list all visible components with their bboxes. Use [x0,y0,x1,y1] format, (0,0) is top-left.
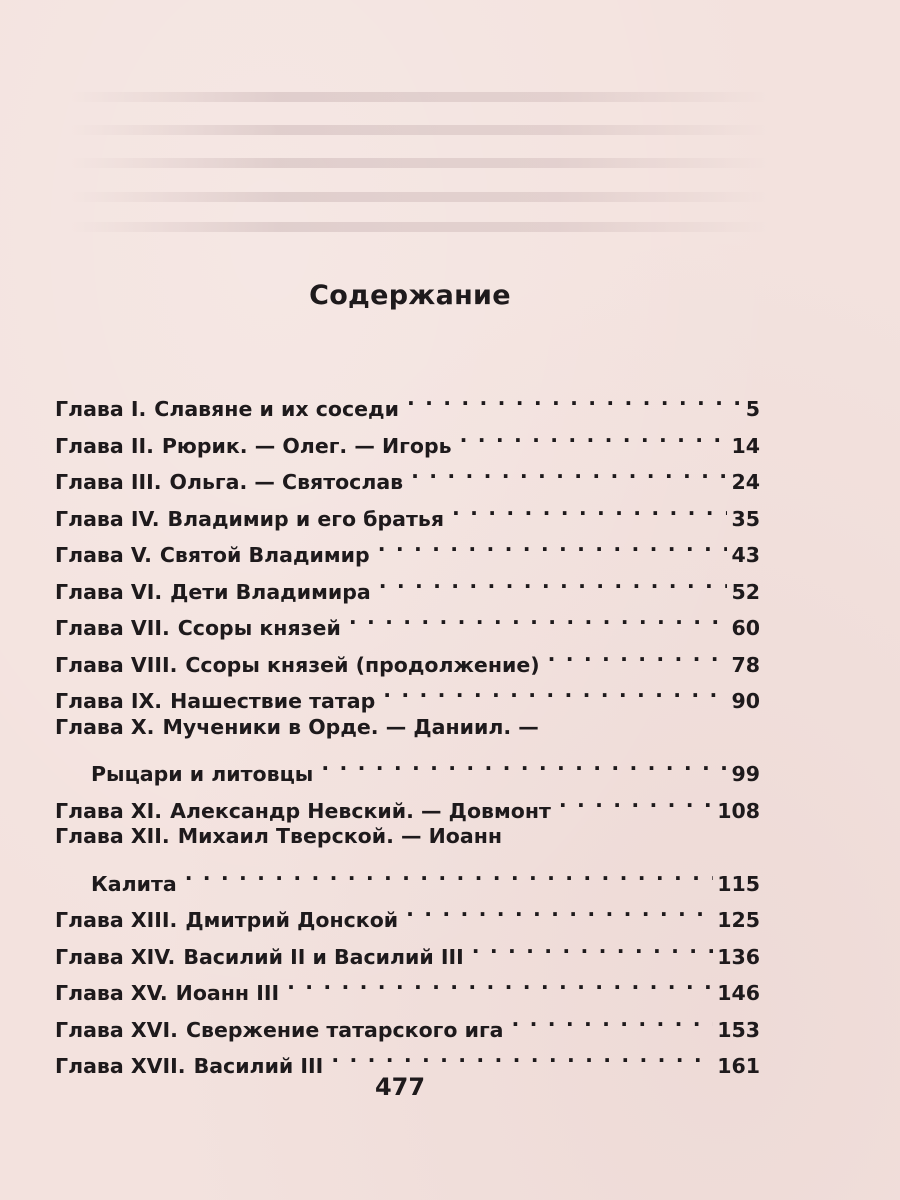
dot-leader [559,782,713,818]
page-ref: 136 [717,944,760,969]
page-ref: 153 [717,1017,760,1042]
chapter-title: Святой Владимир [159,543,370,567]
dot-leader [349,599,728,635]
toc-line-continued [55,745,760,786]
dot-leader [548,636,728,672]
chapter-title: Ольга. — Святослав [169,470,404,494]
chapter-title: Василий III [193,1054,324,1078]
dot-leader [287,964,713,1000]
page-ref: 60 [731,616,760,640]
page-ref: 99 [731,762,760,786]
page-ref: 5 [745,397,760,421]
chapter-title: Василий II и Василий III [183,944,464,969]
chapter-label: Глава I. [55,397,147,421]
dot-leader [407,380,742,416]
page-number: 477 [374,1073,426,1101]
chapter-label: Глава XIV. [55,944,176,969]
chapter-label: Глава VI. [55,579,163,604]
page-ref: 52 [731,579,760,604]
toc-line [55,818,760,855]
dot-leader [379,563,728,599]
chapter-label: Глава XV. [55,981,168,1005]
chapter-title: Ссоры князей (продолжение) [185,652,540,677]
chapter-label: Глава III. [55,470,162,494]
page-ref: 108 [717,798,760,823]
chapter-label: Глава XVI. [55,1017,178,1042]
chapter-title: Александр Невский. — Довмонт [170,798,551,823]
dot-leader [331,1037,713,1073]
show-through-text [70,158,770,168]
chapter-title: Ссоры князей [177,616,341,640]
dot-leader [378,526,728,562]
chapter-label: Глава IX. [55,689,163,713]
page-ref: 24 [731,470,760,494]
toc-line [55,526,760,567]
dot-leader [452,490,727,526]
chapter-title: Иоанн III [175,981,280,1005]
page-ref: 161 [717,1054,760,1078]
chapter-title: Мученики в Орде. — Даниил. — [162,714,539,739]
toc-line-continued [55,855,760,896]
chapter-title-continued: Рыцари и литовцы [91,762,314,786]
chapter-label: Глава XIII. [55,908,178,932]
chapter-title: Дети Владимира [170,579,371,604]
show-through-text [70,222,770,232]
chapter-title: Владимир и его братья [167,506,444,531]
dot-leader [411,453,727,489]
chapter-label: Глава VIII. [55,652,178,677]
chapter-label: Глава XVII. [55,1054,186,1078]
chapter-label: Глава X. [55,714,155,739]
table-of-contents [55,380,760,1078]
page-ref: 125 [717,908,760,932]
chapter-title: Свержение татарского ига [185,1017,504,1042]
toc-entry [55,380,760,421]
page-ref: 14 [731,433,760,458]
chapter-title: Рюрик. — Олег. — Игорь [161,433,452,458]
toc-entry [55,818,760,896]
dot-leader [460,417,728,453]
chapter-label: Глава XII. [55,824,170,848]
dot-leader [321,745,727,781]
page-ref: 35 [731,506,760,531]
dot-leader [472,928,713,964]
toc-entry [55,526,760,567]
page-ref: 115 [717,871,760,896]
dot-leader [406,891,713,927]
dot-leader [185,855,714,891]
chapter-label: Глава II. [55,433,154,458]
chapter-label: Глава IV. [55,506,160,531]
chapter-title: Михаил Тверской. — Иоанн [177,824,503,848]
page-ref: 43 [731,543,760,567]
chapter-title: Славяне и их соседи [154,397,399,421]
show-through-text [70,125,770,135]
chapter-title: Дмитрий Донской [185,908,399,932]
chapter-title-continued: Калита [91,871,177,896]
show-through-text [70,92,770,102]
page-ref: 78 [731,652,760,677]
dot-leader [383,672,727,708]
page-ref: 90 [731,689,760,713]
toc-line [55,380,760,421]
chapter-label: Глава V. [55,543,152,567]
show-through-text [70,192,770,202]
page-title: Содержание [309,280,511,311]
chapter-title: Нашествие татар [170,689,376,713]
chapter-label: Глава VII. [55,616,170,640]
page-ref: 146 [717,981,760,1005]
chapter-label: Глава XI. [55,798,163,823]
dot-leader [512,1001,714,1037]
